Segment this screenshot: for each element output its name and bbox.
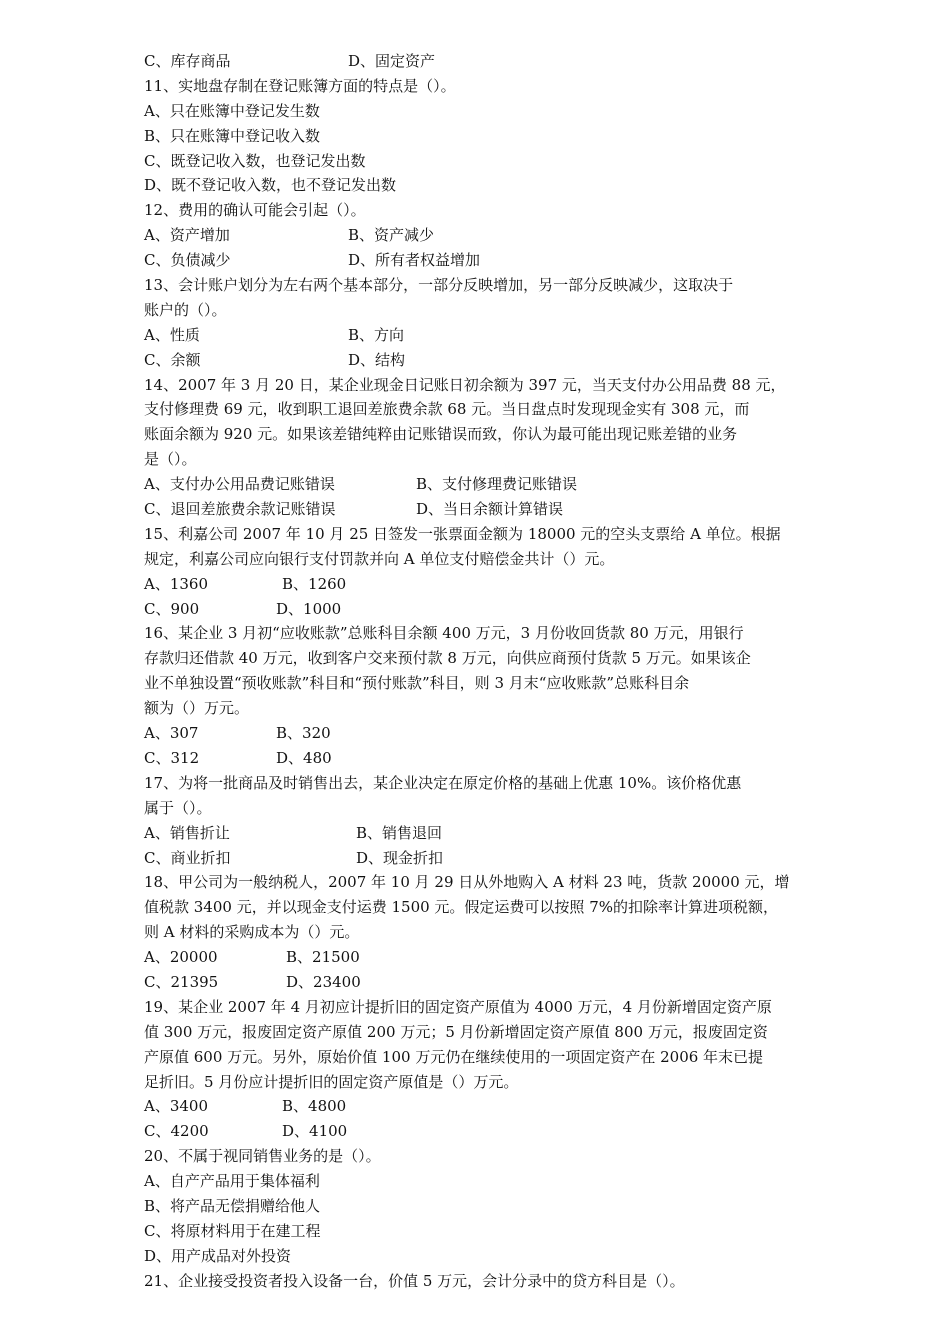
- text-line: B、只在账簿中登记收入数: [144, 126, 321, 145]
- option-row: [144, 348, 824, 373]
- text-line: A、自产产品用于集体福利: [144, 1172, 320, 1191]
- option-right: B、4800: [282, 1097, 347, 1116]
- text-line: 支付修理费 69 元，收到职工退回差旅费余款 68 元。当日盘点时发现现金实有 308 元，而: [144, 400, 750, 419]
- text-line: 11、实地盘存制在登记账簿方面的特点是（）。: [144, 76, 456, 95]
- option-row: [144, 970, 824, 995]
- text-line: 19、某企业 2007 年 4 月初应计提折旧的固定资产原值为 4000 万元，4 月份新增固定资产原: [144, 997, 772, 1016]
- option-left: A、销售折让: [144, 823, 230, 842]
- option-row: [144, 721, 824, 746]
- text-line: 足折旧。5 月份应计提折旧的固定资产原值是（）万元。: [144, 1072, 519, 1091]
- text-line: 是（）。: [144, 450, 197, 469]
- text-line: 17、为将一批商品及时销售出去，某企业决定在原定价格的基础上优惠 10%。该价格优惠: [144, 773, 742, 792]
- text-line: 20、不属于视同销售业务的是（）。: [144, 1147, 381, 1166]
- option-row: [144, 597, 824, 622]
- text-line: 属于（）。: [144, 798, 212, 817]
- option-row: [144, 572, 824, 597]
- option-left: A、20000: [144, 948, 218, 967]
- option-left: C、库存商品: [144, 52, 231, 70]
- option-right: D、所有者权益增加: [348, 251, 481, 270]
- text-line: 21、企业接受投资者投入设备一台，价值 5 万元，会计分录中的贷方科目是（）。: [144, 1271, 685, 1290]
- option-right: D、23400: [286, 972, 361, 991]
- option-row: [144, 472, 824, 497]
- text-line: 16、某企业 3 月初“应收账款”总账科目余额 400 万元，3 月份收回货款 80 万元，用银行: [144, 624, 744, 643]
- text-line: 存款归还借款 40 万元，收到客户交来预付款 8 万元，向供应商预付货款 5 万元。如果该企: [144, 649, 751, 668]
- option-left: A、307: [144, 724, 199, 743]
- option-right: B、1260: [282, 574, 347, 593]
- option-left: C、21395: [144, 972, 219, 991]
- option-row: [144, 846, 824, 871]
- option-right: B、320: [276, 724, 331, 743]
- option-row: [144, 746, 824, 771]
- option-right: D、结构: [348, 350, 406, 369]
- option-right: B、支付修理费记账错误: [416, 475, 578, 494]
- option-row: [144, 1119, 824, 1144]
- option-row: [144, 248, 824, 273]
- option-left: C、312: [144, 748, 200, 767]
- option-right: B、方向: [348, 325, 405, 344]
- option-left: A、性质: [144, 325, 200, 344]
- option-left: C、退回差旅费余款记账错误: [144, 500, 336, 519]
- text-line: 则 A 材料的采购成本为（）元。: [144, 923, 360, 942]
- text-line: 账户的（）。: [144, 300, 227, 319]
- option-row: [144, 49, 824, 74]
- option-left: C、900: [144, 599, 200, 618]
- text-line: D、既不登记收入数，也不登记发出数: [144, 176, 397, 195]
- text-line: 14、2007 年 3 月 20 日，某企业现金日记账日初余额为 397 元，当天支付办公用品费 88 元，: [144, 375, 786, 394]
- option-row: [144, 223, 824, 248]
- text-line: 值税款 3400 元，并以现金支付运费 1500 元。假定运费可以按照 7%的扣除率计算进项税额，: [144, 898, 778, 917]
- option-left: C、负债减少: [144, 251, 231, 270]
- text-line: B、将产品无偿捐赠给他人: [144, 1196, 321, 1215]
- option-right: D、4100: [282, 1122, 348, 1141]
- option-row: [144, 323, 824, 348]
- option-right: D、480: [276, 748, 332, 767]
- option-left: A、支付办公用品费记账错误: [144, 475, 335, 494]
- option-left: C、余额: [144, 350, 201, 369]
- option-left: A、资产增加: [144, 226, 230, 245]
- text-line: 13、会计账户划分为左右两个基本部分，一部分反映增加，另一部分反映减少，这取决于: [144, 276, 734, 295]
- option-left: A、3400: [144, 1097, 209, 1116]
- text-line: 产原值 600 万元。另外，原始价值 100 万元仍在继续使用的一项固定资产在 2006 年末已提: [144, 1047, 764, 1066]
- option-right: D、当日余额计算错误: [416, 500, 564, 519]
- option-right: B、销售退回: [356, 823, 443, 842]
- text-line: 18、甲公司为一般纳税人，2007 年 10 月 29 日从外地购入 A 材料 23 吨，货款 20000 元，增: [144, 873, 790, 892]
- text-line: 规定，利嘉公司应向银行支付罚款并向 A 单位支付赔偿金共计（）元。: [144, 549, 615, 568]
- text-line: 值 300 万元，报废固定资产原值 200 万元；5 月份新增固定资产原值 800 万元，报废固定资: [144, 1022, 768, 1041]
- text-line: 12、费用的确认可能会引起（）。: [144, 201, 366, 220]
- option-left: A、1360: [144, 574, 209, 593]
- option-right: D、1000: [276, 599, 342, 618]
- text-line: A、只在账簿中登记发生数: [144, 101, 320, 120]
- text-line: 账面余额为 920 元。如果该差错纯粹由记账错误而致，你认为最可能出现记账差错的业务: [144, 425, 738, 444]
- option-right: B、21500: [286, 948, 360, 967]
- option-left: C、4200: [144, 1122, 209, 1141]
- option-row: [144, 821, 824, 846]
- text-line: D、用产成品对外投资: [144, 1246, 292, 1265]
- text-line: 额为（）万元。: [144, 699, 250, 718]
- option-row: [144, 497, 824, 522]
- text-line: 业不单独设置“预收账款”科目和“预付账款”科目，则 3 月末“应收账款”总账科目余: [144, 674, 690, 693]
- text-line: 15、利嘉公司 2007 年 10 月 25 日签发一张票面金额为 18000 元的空头支票给 A 单位。根据: [144, 524, 781, 543]
- document-page: [144, 49, 824, 1294]
- option-row: [144, 1094, 824, 1119]
- text-line: C、将原材料用于在建工程: [144, 1221, 321, 1240]
- option-right: D、现金折扣: [356, 848, 444, 867]
- text-line: C、既登记收入数，也登记发出数: [144, 151, 366, 170]
- option-right: B、资产减少: [348, 226, 435, 245]
- option-row: [144, 945, 824, 970]
- option-right: D、固定资产: [348, 52, 436, 70]
- option-left: C、商业折扣: [144, 848, 231, 867]
